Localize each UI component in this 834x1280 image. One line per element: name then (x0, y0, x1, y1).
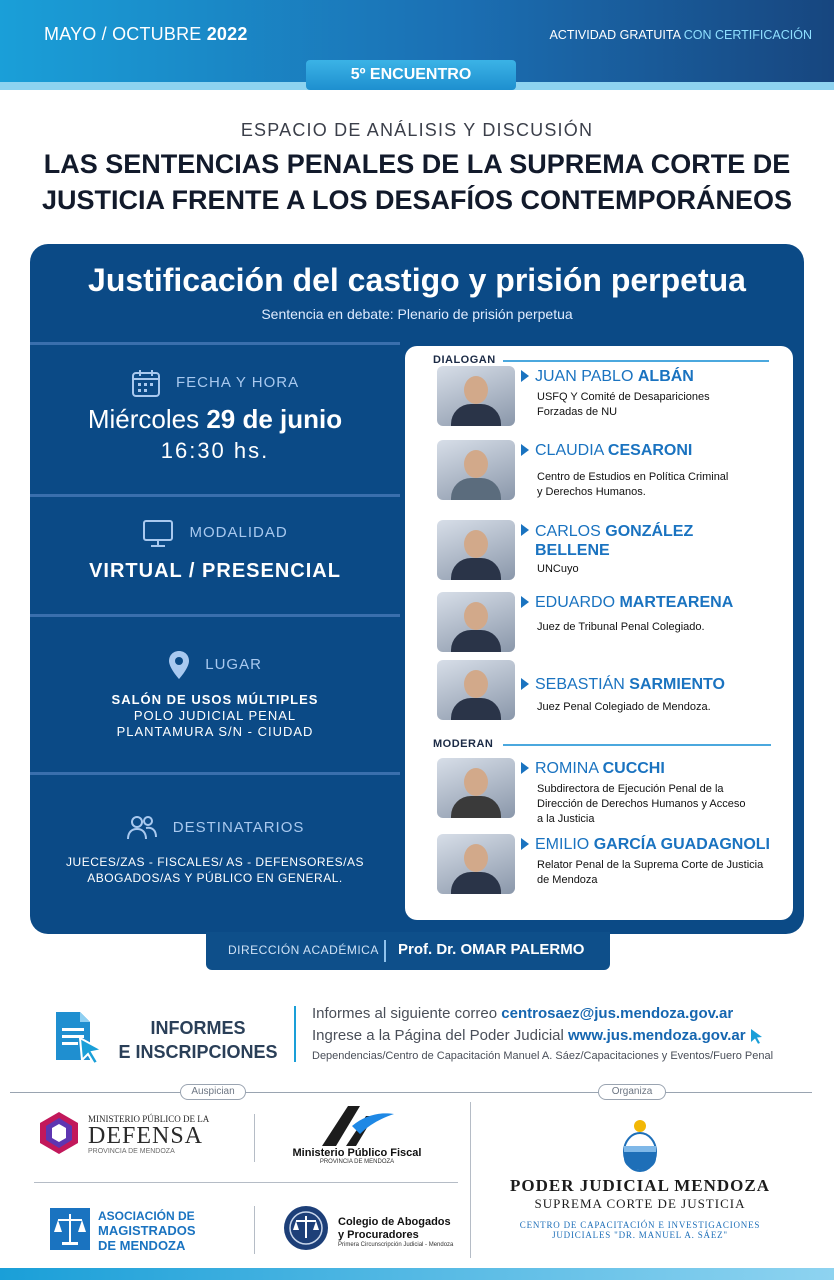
modalidad-value: VIRTUAL / PRESENCIAL (89, 560, 341, 582)
website-prompt: Ingrese a la Página del Poder Judicial (312, 1027, 564, 1044)
form-click-icon (50, 1010, 106, 1066)
speaker-photo (437, 440, 515, 500)
location-pin-icon (168, 650, 190, 680)
session-card (30, 244, 804, 934)
moderator-role: Relator Penal de la Suprema Corte de Justicia de Mendoza (537, 859, 764, 886)
moderator-card (433, 758, 793, 825)
divider (470, 1102, 471, 1258)
defensa-logo (36, 1110, 82, 1156)
moderator-photo (437, 758, 515, 818)
lugar-line-1: SALÓN DE USOS MÚLTIPLES (111, 692, 319, 707)
fecha-heading (30, 368, 400, 398)
email-prompt: Informes al siguiente correo (312, 1005, 498, 1022)
speaker-photo (437, 520, 515, 580)
mendoza-coat-of-arms-icon (620, 1118, 660, 1174)
session-subtitle: Sentencia en debate: Plenario de prisión perpetua (261, 306, 573, 322)
speaker-name: JUAN PABLO ALBÁN (535, 368, 694, 386)
divider (30, 772, 400, 775)
fecha-hora: 16:30 hs. (160, 438, 270, 463)
divider (384, 940, 386, 962)
moderator-photo (437, 834, 515, 894)
poder-judicial-text: PODER JUDICIAL MENDOZA SUPREMA CORTE DE JUSTICIA CENTRO DE CAPACITACIÓN E INVESTIGACIONES JUDICIALES "DR. MANUEL A. SÁEZ" (509, 1176, 771, 1240)
activity-prefix: ACTIVIDAD GRATUITA (549, 28, 681, 42)
dates-year: 2022 (206, 24, 248, 44)
event-dates (44, 24, 248, 45)
lugar-label: LUGAR (205, 655, 262, 673)
informes-line-1: INFORMES (150, 1018, 246, 1038)
triangle-right-icon (521, 524, 529, 536)
dates-prefix: MAYO / OCTUBRE (44, 24, 202, 44)
divider (30, 614, 400, 617)
website-link[interactable]: www.jus.mendoza.gov.ar (568, 1027, 746, 1044)
speaker-card (433, 520, 793, 584)
speaker-role: UNCuyo (537, 563, 579, 575)
triangle-right-icon (521, 444, 529, 456)
speakers-panel (405, 346, 793, 920)
triangle-right-icon (521, 762, 529, 774)
footer-rule (10, 1092, 812, 1093)
session-title: Justificación del castigo y prisión perpetua (88, 262, 746, 298)
modalidad-heading (30, 518, 400, 548)
kicker: ESPACIO DE ANÁLISIS Y DISCUSIÓN (240, 120, 594, 140)
contact-email-line (312, 1005, 733, 1022)
fecha-day: Miércoles (87, 404, 200, 434)
website-line (312, 1027, 764, 1044)
moderator-role: Subdirectora de Ejecución Penal de la Dirección de Derechos Humanos y Acceso a la Justicia (537, 783, 746, 825)
lugar-heading (30, 650, 400, 680)
auspician-tag: Auspician (180, 1084, 246, 1100)
activity-note (549, 28, 812, 42)
speaker-photo (437, 366, 515, 426)
colegio-seal-logo (282, 1204, 330, 1252)
divider (30, 342, 400, 345)
divider (294, 1006, 296, 1062)
speaker-role: Juez de Tribunal Penal Colegiado. (537, 621, 705, 633)
destinatarios-line-2: ABOGADOS/AS Y PÚBLICO EN GENERAL. (87, 871, 343, 885)
triangle-right-icon (521, 596, 529, 608)
destinatarios-heading (30, 814, 400, 842)
speaker-role: USFQ Y Comité de Desapariciones Forzadas de NU (537, 391, 710, 418)
lugar-line-2: POLO JUDICIAL PENAL (133, 708, 297, 723)
triangle-right-icon (521, 838, 529, 850)
organiza-tag: Organiza (598, 1084, 666, 1100)
moderan-rule (503, 744, 771, 746)
divider (30, 494, 400, 497)
bottom-strip (0, 1268, 834, 1280)
speaker-name: CLAUDIA CESARONI (535, 442, 692, 460)
speaker-card (433, 592, 793, 656)
destinatarios-line-1: JUECES/ZAS - FISCALES/ AS - DEFENSORES/AS (66, 855, 364, 869)
defensa-text: MINISTERIO PÚBLICO DE LA DEFENSA PROVINCIA DE MENDOZA (88, 1114, 210, 1155)
moderator-card (433, 834, 793, 898)
modalidad-label: MODALIDAD (189, 523, 288, 541)
triangle-right-icon (521, 370, 529, 382)
colegio-text: Colegio de Abogados y Procuradores Primera Circunscripción Judicial - Mendoza (338, 1216, 454, 1248)
divider (34, 1182, 458, 1183)
navigation-path: Dependencias/Centro de Capacitación Manuel A. Sáez/Capacitaciones y Eventos/Fuero Penal (312, 1050, 774, 1062)
main-title (20, 146, 814, 218)
informes-title (114, 1016, 282, 1064)
moderator-name: EMILIO GARCÍA GUADAGNOLI (535, 836, 770, 854)
lugar-value (30, 692, 400, 740)
divider (254, 1114, 255, 1162)
speaker-role: Juez Penal Colegiado de Mendoza. (537, 701, 711, 713)
cursor-icon (750, 1028, 764, 1044)
calendar-icon (131, 368, 161, 398)
triangle-right-icon (521, 678, 529, 690)
people-icon (126, 814, 158, 842)
speaker-card (433, 660, 793, 724)
fecha-date (30, 404, 400, 435)
moderator-name: ROMINA CUCCHI (535, 760, 665, 778)
dialogan-label: DIALOGAN (433, 354, 496, 366)
magistrados-text: ASOCIACIÓN DE MAGISTRADOS DE MENDOZA (98, 1209, 196, 1253)
speaker-card (433, 440, 793, 504)
speaker-photo (437, 660, 515, 720)
dialogan-rule (503, 360, 769, 362)
director-label: DIRECCIÓN ACADÉMICA (228, 943, 379, 957)
title-line-2: JUSTICIA FRENTE A LOS DESAFÍOS CONTEMPORÁNEOS (41, 185, 793, 215)
destinatarios-value (60, 854, 370, 886)
director-name: Prof. Dr. OMAR PALERMO (398, 941, 585, 958)
fiscal-text: Ministerio Público Fiscal PROVINCIA DE MENDOZA (292, 1147, 422, 1165)
fiscal-logo (316, 1102, 396, 1148)
speaker-name: SEBASTIÁN SARMIENTO (535, 676, 725, 694)
speaker-name: CARLOS GONZÁLEZ BELLENE (535, 522, 693, 560)
activity-highlight: CON CERTIFICACIÓN (683, 28, 812, 42)
informes-line-2: E INSCRIPCIONES (118, 1042, 278, 1062)
edition-badge: 5º ENCUENTRO (306, 60, 516, 90)
speaker-card (433, 366, 793, 430)
divider (254, 1206, 255, 1254)
destinatarios-label: DESTINATARIOS (172, 818, 305, 836)
speaker-role: Centro de Estudios en Política Criminal y Derechos Humanos. (537, 471, 729, 498)
magistrados-logo (50, 1208, 90, 1250)
lugar-line-3: PLANTAMURA S/N - CIUDAD (116, 724, 314, 739)
title-line-1: LAS SENTENCIAS PENALES DE LA SUPREMA CORTE DE (43, 149, 791, 179)
speaker-photo (437, 592, 515, 652)
fecha-date-bold: 29 de junio (206, 404, 343, 434)
speaker-name: EDUARDO MARTEARENA (535, 594, 733, 612)
fecha-label: FECHA Y HORA (176, 373, 300, 391)
academic-director-bar (206, 932, 610, 970)
monitor-icon (142, 518, 174, 548)
contact-email-link[interactable]: centrosaez@jus.mendoza.gov.ar (501, 1005, 734, 1022)
moderan-label: MODERAN (433, 738, 494, 750)
